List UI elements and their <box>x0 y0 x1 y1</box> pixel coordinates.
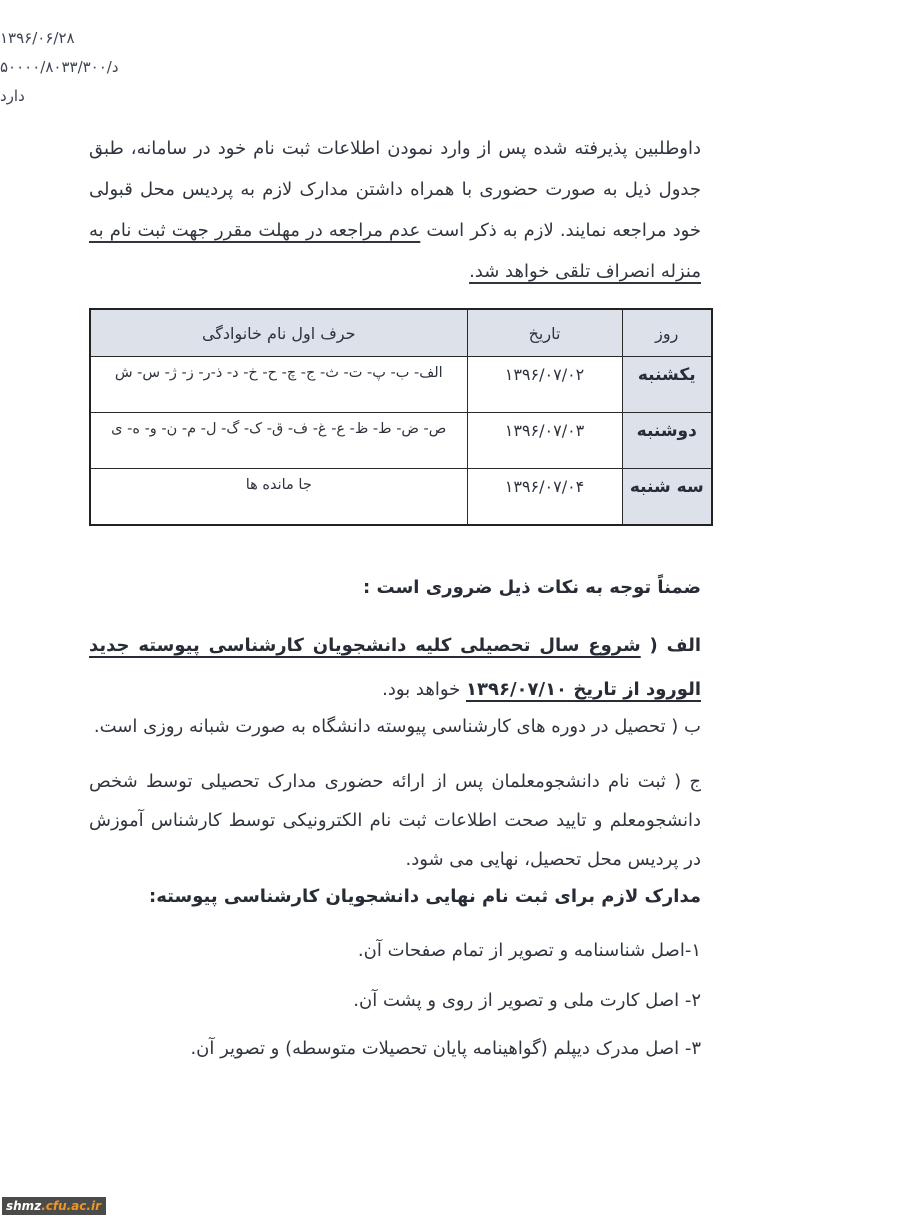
site-watermark <box>2 1197 106 1215</box>
note-item-b: ب ( تحصیل در دوره های کارشناسی پیوسته دانشگاه به صورت شبانه روزی است. <box>93 716 701 737</box>
intro-text: داوطلبین پذیرفته شده پس از وارد نمودن اطلاعات ثبت نام خود در سامانه، طبق جدول ذیل به صورت حضوری با همراه داشتن مدارک لازم به پردیس محل قبولی خود مراجعه نمایند. لازم به ذکر است <box>89 138 702 241</box>
letter-attachment-value: دارد <box>0 87 25 105</box>
day-cell: سه شنبه <box>622 469 712 525</box>
letters-cell: الف- ب- پ- ت- ث- ج- چ- ح- خ- د- ذ-ر- ز- ژ- س- ش <box>90 357 467 413</box>
document-item-2: ۲- اصل کارت ملی و تصویر از روی و پشت آن. <box>353 990 701 1011</box>
document-item-3: ۳- اصل مدرک دیپلم (گواهینامه پایان تحصیلات متوسطه) و تصویر آن. <box>190 1038 701 1059</box>
intro-underlined-warning: عدم مراجعه در مهلت مقرر جهت ثبت نام به منزله انصراف تلقی خواهد شد. <box>89 220 701 282</box>
letterhead-block <box>0 24 166 111</box>
day-cell: یکشنبه <box>622 357 712 413</box>
note-item-a <box>89 624 701 712</box>
letter-date: ۱۳۹۶/۰۶/۲۸ <box>0 29 75 47</box>
letters-cell: جا مانده ها <box>90 469 467 525</box>
note-a-label: الف ( <box>640 635 702 656</box>
note-a-underlined: شروع سال تحصیلی کلیه دانشجویان کارشناسی پیوسته جدید الورود از تاریخ <box>89 635 701 700</box>
documents-heading: مدارک لازم برای ثبت نام نهایی دانشجویان کارشناسی پیوسته: <box>149 886 701 907</box>
registration-schedule-table <box>89 308 713 526</box>
watermark-site-suffix: .cfu.ac.ir <box>41 1199 101 1213</box>
col-header-letters: حرف اول نام خانوادگی <box>90 309 467 357</box>
day-cell: دوشنبه <box>622 413 712 469</box>
note-item-c: ج ( ثبت نام دانشجومعلمان پس از ارائه حضوری مدارک تحصیلی توسط شخص دانشجومعلم و تایید صحت اطلاعات ثبت نام الکترونیکی توسط کارشناس آموزش در پردیس محل تحصیل، نهایی می شود. <box>89 771 701 870</box>
watermark-site-prefix: shmz <box>6 1199 42 1213</box>
date-cell: ۱۳۹۶/۰۷/۰۴ <box>467 469 622 525</box>
intro-paragraph <box>89 128 701 292</box>
notes-heading: ضمناً توجه به نکات ذیل ضروری است : <box>363 577 701 598</box>
letters-cell: ص- ض- ط- ظ- ع- غ- ف- ق- ک- گ- ل- م- ن- و- ه- ی <box>90 413 467 469</box>
letter-ref-number: د/۵۰۰۰۰/۸۰۳۳/۳۰۰ <box>0 58 119 76</box>
note-a-date: ۱۳۹۶/۰۷/۱۰ <box>466 679 568 700</box>
document-item-1: ۱-اصل شناسنامه و تصویر از تمام صفحات آن. <box>357 940 701 961</box>
note-a-tail: خواهد بود. <box>382 679 466 700</box>
date-cell: ۱۳۹۶/۰۷/۰۳ <box>467 413 622 469</box>
table-header-row <box>90 309 712 357</box>
col-header-date: تاریخ <box>467 309 622 357</box>
table-row <box>90 357 712 413</box>
table-row <box>90 413 712 469</box>
table-row <box>90 469 712 525</box>
col-header-day: روز <box>622 309 712 357</box>
date-cell: ۱۳۹۶/۰۷/۰۲ <box>467 357 622 413</box>
